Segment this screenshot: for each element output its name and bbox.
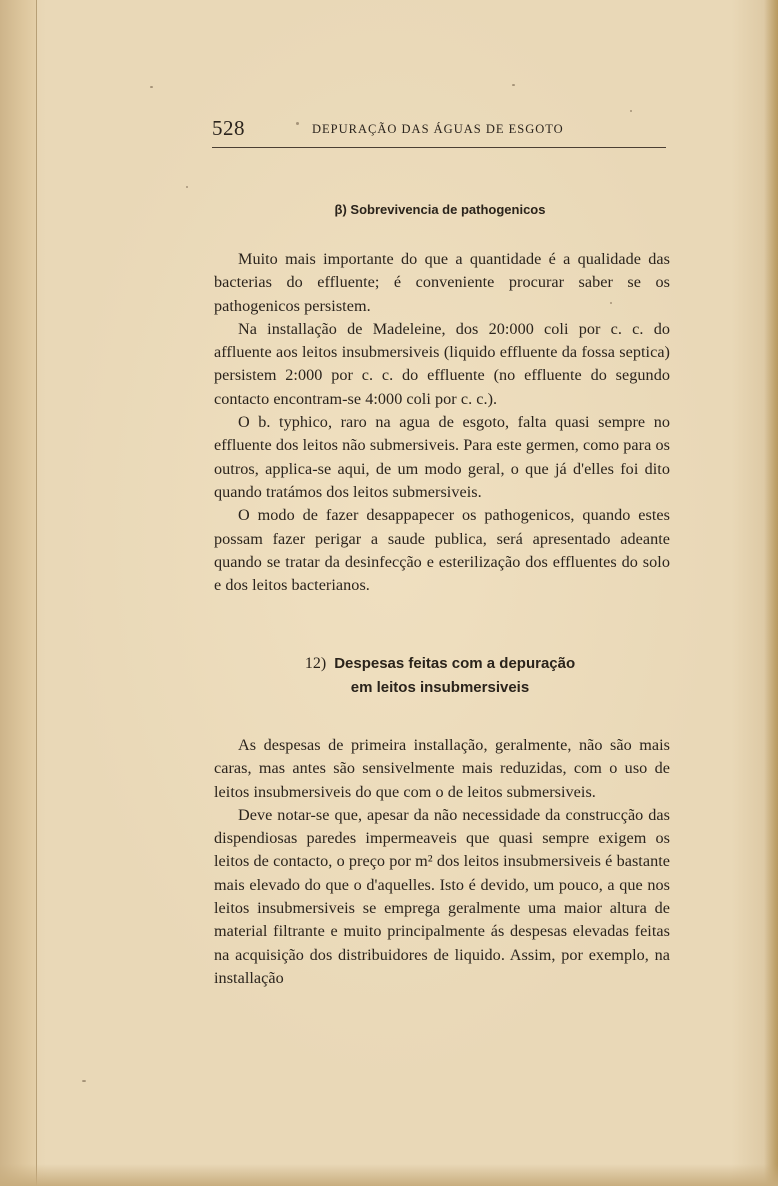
paper-speck xyxy=(512,84,515,86)
section-beta-body xyxy=(214,248,670,597)
paragraph: Muito mais importante do que a quantidade é a qualidade das bacterias do effluente; é conveniente procurar saber se os pathogenicos persistem. xyxy=(214,250,670,315)
paper-speck xyxy=(150,86,153,88)
section-title-line1: Despesas feitas com a depuração xyxy=(334,655,576,672)
section-twelve-body xyxy=(214,734,670,990)
paper-speck xyxy=(186,186,188,188)
header-rule xyxy=(212,147,666,148)
paragraph: Deve notar-se que, apesar da não necessidade da construcção das dispendiosas paredes impermeaveis que quasi sempre exigem os leitos de contacto, o preço por m² dos leitos insubmersiveis é bastante mais elevado do que o d'aquelles. Isto é devido, um pouco, a que nos leitos insubmersiveis se emprega geralmente uma maior altura de material filtrante e muito principalmente ás despesas elevadas feitas na acquisição dos distribuidores de liquido. Assim, por exemplo, na installação xyxy=(214,805,670,987)
section-number: 12) xyxy=(304,655,327,672)
running-title: DEPURAÇÃO DAS ÁGUAS DE ESGOTO xyxy=(312,122,564,136)
page-right-edge xyxy=(764,0,778,1186)
section-title-line2: em leitos insubmersiveis xyxy=(350,679,530,696)
paper-speck xyxy=(630,110,632,112)
paragraph: O modo de fazer desappapecer os pathogenicos, quando estes possam fazer perigar a saude publica, será apresentado adeante quando se tratar da desinfecção e esterilização dos effluentes do solo e dos leitos bacterianos. xyxy=(214,506,670,595)
running-header xyxy=(212,116,668,146)
paragraph: Na installação de Madeleine, dos 20:000 coli por c. c. do affluente aos leitos insubmersiveis (liquido effluente da fossa septica) persistem 2:000 por c. c. do effluente (no effluente do segundo contacto encontram-se 4:000 coli por c. c.). xyxy=(214,319,670,408)
paper-speck xyxy=(82,1080,86,1082)
page-number: 528 xyxy=(212,116,245,140)
section-beta-heading: β) Sobrevivencia de pathogenicos xyxy=(334,202,546,217)
paragraph: O b. typhico, raro na agua de esgoto, falta quasi sempre no effluente dos leitos não submersiveis. Para este germen, como para os outros, applica-se aqui, de um modo geral, o que já d'elles foi dito quando tratámos dos leitos submersiveis. xyxy=(214,413,670,501)
section-twelve-heading xyxy=(212,652,668,700)
paragraph: As despesas de primeira installação, geralmente, não são mais caras, mas antes são sensivelmente mais reduzidas, com o uso de leitos insubmersiveis do que com o de leitos submersiveis. xyxy=(214,736,670,801)
page-binding-edge xyxy=(0,0,37,1186)
page-bottom-edge xyxy=(0,1164,778,1186)
